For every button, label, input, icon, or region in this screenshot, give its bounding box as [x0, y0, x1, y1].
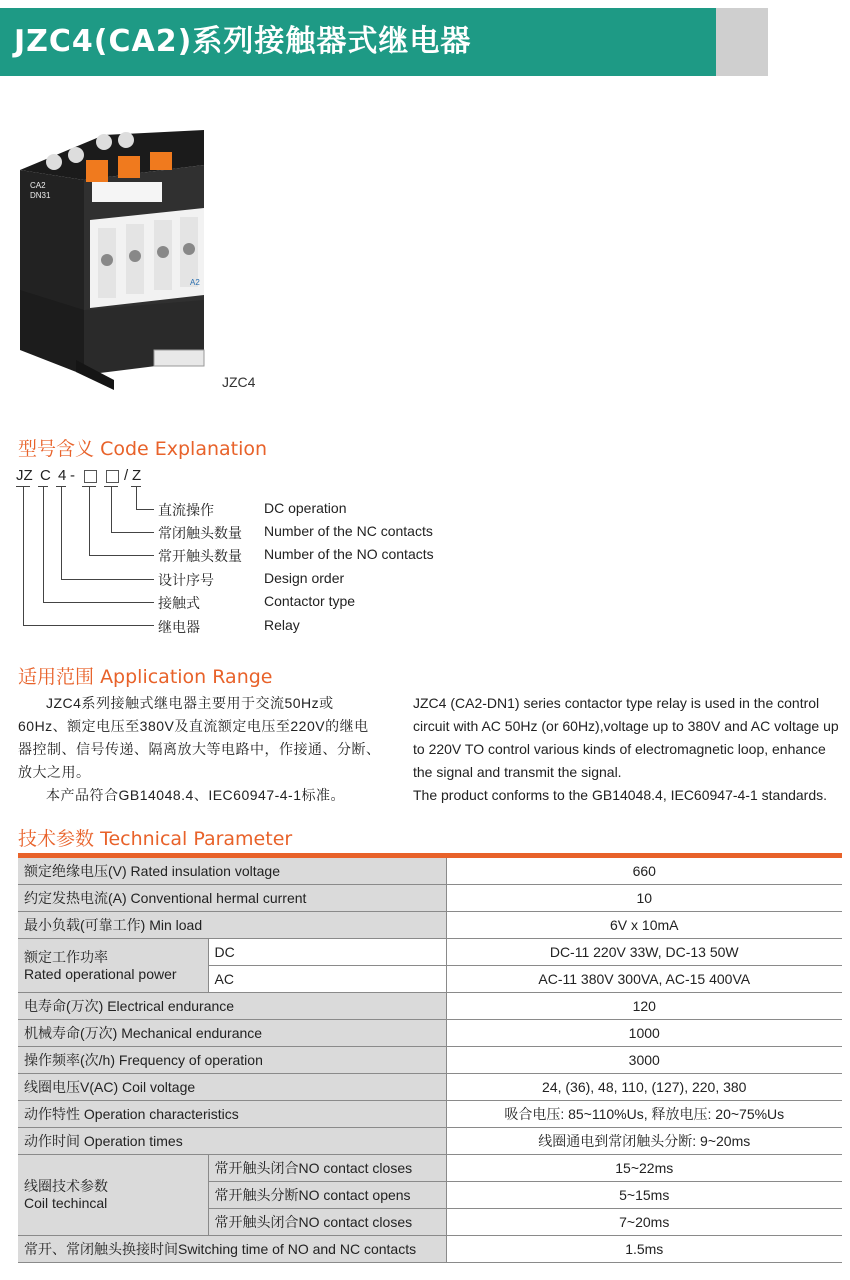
code-part-dash: - — [70, 467, 75, 484]
param-label: 额定绝缘电压(V) Rated insulation voltage — [18, 858, 446, 885]
code-row-en: DC operation — [264, 500, 347, 516]
product-label-a2: A2 — [190, 278, 200, 287]
application-text-cn — [18, 692, 382, 807]
param-sublabel: DC — [208, 939, 446, 966]
application-heading-en: Application Range — [100, 666, 273, 688]
code-row-cn: 接触式 — [158, 595, 200, 611]
technical-heading — [18, 824, 292, 851]
power-label-en: Rated operational power — [24, 965, 177, 982]
code-part-z: Z — [132, 467, 142, 484]
table-row — [18, 1020, 842, 1047]
application-cn-p2: 本产品符合GB14048.4、IEC60947-4-1标准。 — [46, 787, 345, 803]
param-sublabel: 常开触头闭合NO contact closes — [208, 1209, 446, 1236]
table-row — [18, 885, 842, 912]
param-value: 线圈通电到常闭触头分断: 9~20ms — [446, 1128, 842, 1155]
code-row-cn: 直流操作 — [158, 502, 214, 518]
table-row — [18, 1074, 842, 1101]
header-accent — [716, 8, 768, 76]
param-label-power — [18, 939, 208, 993]
param-value: 7~20ms — [446, 1209, 842, 1236]
code-row-en: Design order — [264, 570, 345, 586]
code-row-cn: 常闭触头数量 — [158, 525, 242, 541]
param-value: 1.5ms — [446, 1236, 842, 1263]
table-row — [18, 993, 842, 1020]
param-label: 动作特性 Operation characteristics — [18, 1101, 446, 1128]
application-heading-cn: 适用范围 — [18, 666, 95, 688]
code-row-en: Number of the NO contacts — [264, 546, 434, 562]
param-sublabel: AC — [208, 966, 446, 993]
param-label: 常开、常闭触头换接时间Switching time of NO and NC contacts — [18, 1236, 446, 1263]
param-value: 3000 — [446, 1047, 842, 1074]
param-value: 15~22ms — [446, 1155, 842, 1182]
param-label: 电寿命(万次) Electrical endurance — [18, 993, 446, 1020]
code-row-cn: 设计序号 — [158, 572, 214, 588]
application-heading — [18, 662, 272, 689]
table-row — [18, 1101, 842, 1128]
code-row-cn: 常开触头数量 — [158, 548, 242, 564]
code-row-en: Relay — [264, 617, 300, 633]
param-value: 660 — [446, 858, 842, 885]
param-value: 6V x 10mA — [446, 912, 842, 939]
param-value: 5~15ms — [446, 1182, 842, 1209]
param-value: AC-11 380V 300VA, AC-15 400VA — [446, 966, 842, 993]
param-label: 最小负载(可靠工作) Min load — [18, 912, 446, 939]
table-row — [18, 1155, 842, 1182]
technical-heading-cn: 技术参数 — [18, 828, 95, 850]
param-label: 机械寿命(万次) Mechanical endurance — [18, 1020, 446, 1047]
code-part-slash: / — [124, 467, 129, 484]
coil-label-en: Coil techincal — [24, 1195, 108, 1211]
code-explanation-heading — [18, 434, 267, 461]
coil-label-cn: 线圈技术参数 — [24, 1178, 108, 1194]
param-label: 线圈电压V(AC) Coil voltage — [18, 1074, 446, 1101]
table-row — [18, 912, 842, 939]
application-en-p1: JZC4 (CA2-DN1) series contactor type relay is used in the control circuit with AC 50Hz (or 60Hz),voltage up to 380V and AC voltage up to 220V TO control various kinds of electromagnetic loop, enhance the signal and transmit the signal. — [413, 695, 839, 780]
application-cn-p1: JZC4系列接触式继电器主要用于交流50Hz或60Hz、额定电压至380V及直流额定电压至220V的继电器控制、信号传递、隔离放大等电路中，作接通、分断、放大之用。 — [18, 695, 381, 780]
application-en-p2: The product conforms to the GB14048.4, IEC60947-4-1 standards. — [413, 787, 828, 803]
product-caption: JZC4 — [222, 374, 256, 390]
code-part-c: C — [40, 467, 51, 484]
product-image — [14, 120, 214, 390]
technical-table — [18, 858, 842, 1263]
code-explanation-heading-en: Code Explanation — [100, 438, 268, 460]
param-value: DC-11 220V 33W, DC-13 50W — [446, 939, 842, 966]
table-row — [18, 939, 842, 966]
code-box-no — [84, 470, 97, 483]
product-label-dn31: DN31 — [30, 191, 51, 200]
code-part-4: 4 — [58, 467, 67, 484]
table-row — [18, 1047, 842, 1074]
code-row-cn: 继电器 — [158, 619, 200, 635]
param-label: 约定发热电流(A) Conventional hermal current — [18, 885, 446, 912]
application-text-en — [413, 692, 843, 807]
power-label-cn: 额定工作功率 — [24, 948, 108, 965]
table-row — [18, 1236, 842, 1263]
code-explanation-heading-cn: 型号含义 — [18, 438, 95, 460]
code-row-en: Number of the NC contacts — [264, 523, 433, 539]
param-label-coil — [18, 1155, 208, 1236]
code-row-en: Contactor type — [264, 593, 356, 609]
param-sublabel: 常开触头闭合NO contact closes — [208, 1155, 446, 1182]
code-box-nc — [106, 470, 119, 483]
product-label-ca2: CA2 — [30, 181, 46, 190]
table-row — [18, 1128, 842, 1155]
param-value: 24, (36), 48, 110, (127), 220, 380 — [446, 1074, 842, 1101]
param-label: 动作时间 Operation times — [18, 1128, 446, 1155]
param-value: 120 — [446, 993, 842, 1020]
code-part-jz: JZ — [16, 467, 33, 484]
technical-heading-en: Technical Parameter — [100, 828, 293, 850]
param-label: 操作频率(次/h) Frequency of operation — [18, 1047, 446, 1074]
param-sublabel: 常开触头分断NO contact opens — [208, 1182, 446, 1209]
param-value: 1000 — [446, 1020, 842, 1047]
page-title: JZC4(CA2)系列接触器式继电器 — [14, 24, 472, 59]
param-value: 10 — [446, 885, 842, 912]
table-row — [18, 858, 842, 885]
param-value: 吸合电压: 85~110%Us, 释放电压: 20~75%Us — [446, 1101, 842, 1128]
